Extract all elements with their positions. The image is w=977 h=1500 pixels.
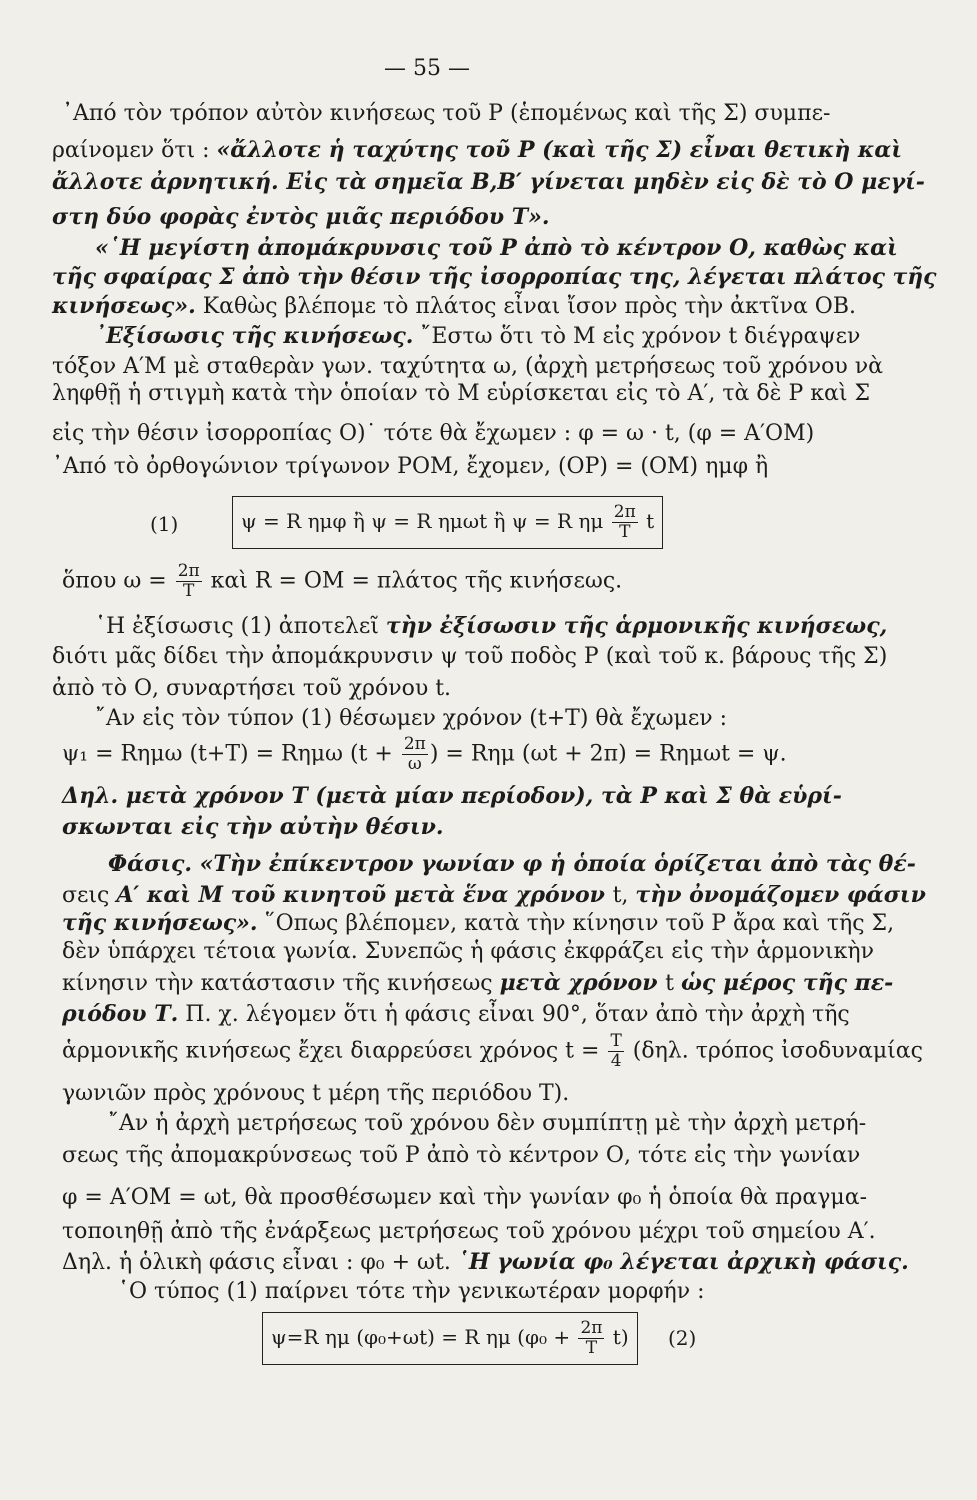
text-line: τόξον Α′Μ μὲ σταθερὰν γων. ταχύτητα ω, (ἀρχὴ μετρήσεως τοῦ χρόνου νὰ xyxy=(52,354,884,379)
text-line: τῆς κινήσεως». ῞Οπως βλέπομεν, κατὰ τὴν κίνησιν τοῦ Ρ ἄρα καὶ τῆς Σ, xyxy=(62,910,895,936)
text-line: Δηλ. μετὰ χρόνον Τ (μετὰ μίαν περίοδον), τὰ Ρ καὶ Σ θὰ εὑρί- xyxy=(62,783,842,809)
text-line: «῾Η μεγίστη ἀπομάκρυνσις τοῦ Ρ ἀπὸ τὸ κέντρον Ο, καθὼς καὶ xyxy=(95,235,898,261)
equation-2-box: ψ=R ημ (φ₀+ωt) = R ημ (φ₀ + $\frac{2\pi}{T}$ t) xyxy=(262,1312,638,1365)
text-line: ᾽Από τὸ ὀρθογώνιον τρίγωνον ΡΟΜ, ἔχομεν, (ΟΡ) = (ΟΜ) ημφ ἢ xyxy=(52,454,769,479)
text-line: ἄλλοτε ἀρνητική. Εἰς τὰ σημεῖα Β,Β′ γίνεται μηδὲν εἰς δὲ τὸ Ο μεγί- xyxy=(52,169,925,195)
text-line: ῎Αν ἡ ἀρχὴ μετρήσεως τοῦ χρόνου δὲν συμπίπτῃ μὲ τὴν ἀρχὴ μετρή- xyxy=(108,1111,867,1136)
equation-1-label: (1) xyxy=(150,512,179,536)
text-line: σεως τῆς ἀπομακρύνσεως τοῦ Ρ ἀπὸ τὸ κέντρον Ο, τότε εἰς τὴν γωνίαν xyxy=(62,1143,861,1168)
text-line: ᾽Από τὸν τρόπον αὐτὸν κινήσεως τοῦ Ρ (ἑπομένως καὶ τῆς Σ) συμπε- xyxy=(62,101,831,126)
text-line: σεις Α′ καὶ Μ τοῦ κινητοῦ μετὰ ἕνα χρόνον t, τὴν ὀνομάζομεν φάσιν xyxy=(62,882,926,908)
text-line: ριόδου Τ. Π. χ. λέγομεν ὅτι ἡ φάσις εἶναι 90°, ὅταν ἀπὸ τὴν ἀρχὴ τῆς xyxy=(62,1001,850,1027)
text-line: διότι μᾶς δίδει τὴν ἀπομάκρυνσιν ψ τοῦ ποδὸς Ρ (καὶ τοῦ κ. βάρους τῆς Σ) xyxy=(52,644,888,669)
text-line: ἀπὸ τὸ Ο, συναρτήσει τοῦ χρόνου t. xyxy=(52,676,452,701)
text-line: ὅπου ω = $\frac{2\pi}{T}$ καὶ R = ΟΜ = πλάτος τῆς κινήσεως. xyxy=(62,561,623,601)
text-line: ῾Η ἐξίσωσις (1) ἀποτελεῖ τὴν ἐξίσωσιν τῆς ἁρμονικῆς κινήσεως, xyxy=(95,613,888,639)
text-line: ῎Αν εἰς τὸν τύπον (1) θέσωμεν χρόνον (t+T) θὰ ἔχωμεν : xyxy=(95,706,728,731)
text-line: Δηλ. ἡ ὁλικὴ φάσις εἶναι : φ₀ + ωt. ῾Η γωνία φ₀ λέγεται ἀρχικὴ φάσις. xyxy=(62,1249,909,1275)
text-line: ῾Ο τύπος (1) παίρνει τότε τὴν γενικωτέραν μορφήν : xyxy=(118,1279,705,1304)
text-line: ληφθῇ ἡ στιγμὴ κατὰ τὴν ὁποίαν τὸ Μ εὑρίσκεται εἰς τὸ Α′, τὰ δὲ Ρ καὶ Σ xyxy=(52,381,871,406)
equation-1-box: ψ = R ημφ ἢ ψ = R ημωt ἢ ψ = R ημ $\frac{2\pi}{T}$ t xyxy=(232,496,663,549)
text-line: φ = Α′ΟΜ = ωt, θὰ προσθέσωμεν καὶ τὴν γωνίαν φ₀ ἡ ὁποία θὰ πραγμα- xyxy=(62,1185,868,1210)
text-line: κινήσεως». Καθὼς βλέπομε τὸ πλάτος εἶναι ἴσον πρὸς τὴν ἀκτῖνα ΟΒ. xyxy=(52,293,857,319)
text-line: τοποιηθῇ ἀπὸ τῆς ἐνάρξεως μετρήσεως τοῦ χρόνου μέχρι τοῦ σημείου Α′. xyxy=(62,1219,876,1244)
text-line: στη δύο φορὰς ἐντὸς μιᾶς περιόδου Τ». xyxy=(52,204,550,230)
text-line: ψ₁ = Rημω (t+T) = Rημω (t + $\frac{2\pi}{\omega}$ ) = Rημ (ωt + 2π) = Rημωt = ψ. xyxy=(62,734,787,774)
page-number: — 55 — xyxy=(384,56,470,81)
text-line: Φάσις. «Τὴν ἐπίκεντρον γωνίαν φ ἡ ὁποία ὁρίζεται ἀπὸ τὰς θέ- xyxy=(108,851,916,877)
text-line: κίνησιν τὴν κατάστασιν τῆς κινήσεως μετὰ χρόνον t ὡς μέρος τῆς πε- xyxy=(62,970,894,996)
text-line: σκωνται εἰς τὴν αὐτὴν θέσιν. xyxy=(62,814,444,840)
text-line: τῆς σφαίρας Σ ἀπὸ τὴν θέσιν τῆς ἰσορροπίας της, λέγεται πλάτος τῆς xyxy=(52,264,937,290)
text-line: ραίνομεν ὅτι : «ἄλλοτε ἡ ταχύτης τοῦ Ρ (καὶ τῆς Σ) εἶναι θετικὴ καὶ xyxy=(52,137,902,163)
text-line: γωνιῶν πρὸς χρόνους t μέρη τῆς περιόδου Τ). xyxy=(62,1081,570,1106)
text-line: ᾽Εξίσωσις τῆς κινήσεως. ῎Εστω ὅτι τὸ Μ εἰς χρόνον t διέγραψεν xyxy=(95,323,861,349)
equation-2-label: (2) xyxy=(668,1326,697,1350)
text-line: ἁρμονικῆς κινήσεως ἔχει διαρρεύσει χρόνος t = $\frac{T}{4}$ (δηλ. τρόπος ἰσοδυναμίας xyxy=(62,1031,923,1071)
text-line: δὲν ὑπάρχει τέτοια γωνία. Συνεπῶς ἡ φάσις ἐκφράζει εἰς τὴν ἁρμονικὴν xyxy=(62,939,874,964)
text-line: εἰς τὴν θέσιν ἰσορροπίας Ο)˙ τότε θὰ ἔχωμεν : φ = ω · t, (φ = Α′ΟΜ) xyxy=(52,421,815,446)
